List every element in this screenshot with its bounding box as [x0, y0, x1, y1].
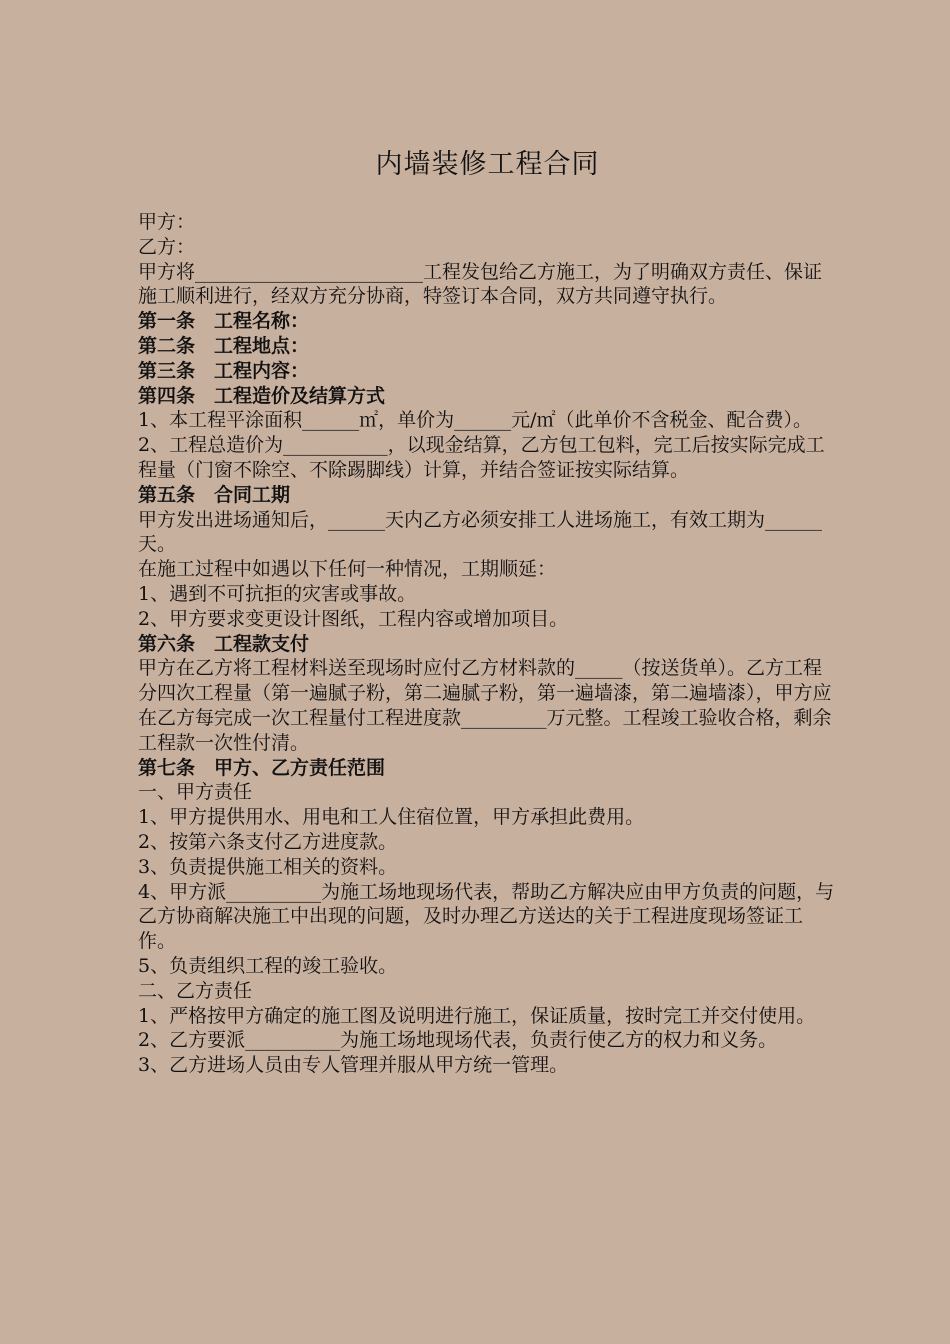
paragraph: 1、遇到不可抗拒的灾害或事故。: [138, 582, 417, 605]
document-title: 内墙装修工程合同: [375, 149, 600, 180]
paragraph: 一、甲方责任: [138, 781, 253, 804]
section-heading: 第六条 工程款支付: [138, 632, 310, 655]
document-body: [138, 210, 838, 1078]
paragraph: 1、严格按甲方确定的施工图及说明进行施工，保证质量，按时完工并交付使用。: [138, 1004, 816, 1027]
paragraph: 2、工程总造价为___________，以现金结算，乙方包工包料，完工后按实际完成工程量（门窗不除空、不除踢脚线）计算，并结合签证按实际结算。: [138, 434, 825, 481]
paragraph: 4、甲方派__________为施工场地现场代表，帮助乙方解决应由甲方负责的问题，与乙方协商解决施工中出现的问题，及时办理乙方送达的关于工程进度现场签证工作。: [138, 880, 835, 953]
section-heading: 第二条 工程地点：: [138, 334, 310, 357]
paragraph: 2、按第六条支付乙方进度款。: [138, 830, 398, 853]
section-heading: 第七条 甲方、乙方责任范围: [138, 756, 386, 779]
paragraph: 甲方将________________________工程发包给乙方施工，为了明确双方责任、保证施工顺利进行，经双方充分协商，特签订本合同，双方共同遵守执行。: [138, 260, 823, 308]
paragraph: 1、本工程平涂面积______㎡，单价为______元/㎡（此单价不含税金、配合费）。: [138, 409, 812, 432]
section-heading: 第四条 工程造价及结算方式: [138, 384, 386, 407]
paragraph: 5、负责组织工程的竣工验收。: [138, 954, 398, 977]
section-heading: 第五条 合同工期: [138, 483, 291, 506]
paragraph: 甲方发出进场通知后，______天内乙方必须安排工人进场施工，有效工期为______天。: [138, 508, 823, 556]
section-heading: 第三条 工程内容：: [138, 359, 310, 382]
paragraph: 在施工过程中如遇以下任何一种情况，工期顺延：: [138, 558, 557, 581]
paragraph: 甲方在乙方将工程材料送至现场时应付乙方材料款的_____（按送货单）。乙方工程分四次工程量（第一遍腻子粉，第二遍腻子粉，第一遍墙漆，第二遍墙漆），甲方应在乙方每完成一次工程量付工程进度款_________万元整。工程竣工验收合格，剩余工程款一次性付清。: [138, 657, 832, 754]
paragraph: 3、乙方进场人员由专人管理并服从甲方统一管理。: [138, 1054, 569, 1077]
paragraph: 2、甲方要求变更设计图纸，工程内容或增加项目。: [138, 607, 569, 630]
paragraph: 二、乙方责任: [138, 979, 253, 1002]
paragraph: 2、乙方要派__________为施工场地现场代表，负责行使乙方的权力和义务。: [138, 1029, 778, 1052]
paragraph: 乙方：: [138, 235, 196, 258]
section-heading: 第一条 工程名称：: [138, 310, 310, 333]
paragraph: 甲方：: [138, 211, 196, 233]
paragraph: 3、负责提供施工相关的资料。: [138, 855, 398, 878]
paragraph: 1、甲方提供用水、用电和工人住宿位置，甲方承担此费用。: [138, 806, 645, 829]
